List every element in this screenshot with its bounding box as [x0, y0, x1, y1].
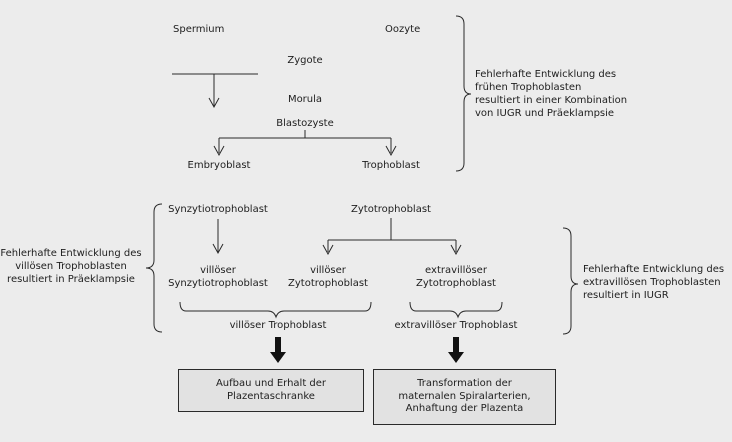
- extravillous-annotation-line-3: resultiert in IUGR: [583, 290, 669, 301]
- placental-barrier-box: [178, 369, 364, 412]
- trophoblast-label: Trophoblast: [362, 160, 420, 171]
- villous-syncytio-label-1: villöser: [200, 265, 236, 276]
- extravillous-annotation-line-1: Fehlerhafte Entwicklung des: [583, 264, 725, 275]
- embryoblast-label: Embryoblast: [187, 160, 251, 171]
- early-annotation-line-2: frühen Trophoblasten: [475, 82, 582, 93]
- early-brace: [456, 16, 471, 171]
- villous-annotation-line-3: resultiert in Präeklampsie: [7, 274, 135, 285]
- blastozyste-label: Blastozyste: [276, 118, 334, 129]
- early-annotation-line-1: Fehlerhafte Entwicklung des: [475, 69, 617, 80]
- extravillous-brace: [410, 302, 502, 317]
- villous-brace: [180, 302, 371, 317]
- zytotrophoblast-label: Zytotrophoblast: [351, 204, 431, 215]
- villous-annotation-line-1: Fehlerhafte Entwicklung des: [0, 248, 142, 259]
- morula-label: Morula: [287, 94, 323, 105]
- extravillous-cyto-label-2: Zytotrophoblast: [416, 278, 496, 289]
- outcome-arrow-right: [448, 337, 464, 363]
- outcome-arrow-left: [270, 337, 286, 363]
- early-annotation-line-3: resultiert in einer Kombination: [475, 95, 628, 106]
- villous-annotation-line-2: villösen Trophoblasten: [15, 261, 127, 272]
- villous-cyto-label-2: Zytotrophoblast: [288, 278, 368, 289]
- extravillous-annotation-line-2: extravillösen Trophoblasten: [583, 277, 721, 288]
- extravillous-side-brace: [563, 228, 578, 334]
- villous-cyto-label-1: villöser: [310, 265, 346, 276]
- extravillous-trophoblast-label: extravillöser Trophoblast: [394, 320, 518, 331]
- placental-barrier-text: Aufbau und Erhalt der Plazentaschranke: [215, 378, 327, 402]
- transformation-text: Transformation der maternalen Spiralarterien, Anhaftung der Plazenta: [398, 378, 531, 415]
- extravillous-cyto-label-1: extravillöser: [425, 265, 487, 276]
- villous-trophoblast-label: villöser Trophoblast: [229, 320, 327, 331]
- spermium-label: Spermium: [173, 24, 225, 35]
- oozyte-label: Oozyte: [385, 24, 421, 35]
- early-annotation-line-4: von IUGR und Präeklampsie: [475, 108, 615, 119]
- transformation-box: [373, 369, 556, 425]
- synzytiotrophoblast-label: Synzytiotrophoblast: [168, 204, 268, 215]
- zygote-label: Zygote: [287, 55, 323, 66]
- villous-syncytio-label-2: Synzytiotrophoblast: [168, 278, 268, 289]
